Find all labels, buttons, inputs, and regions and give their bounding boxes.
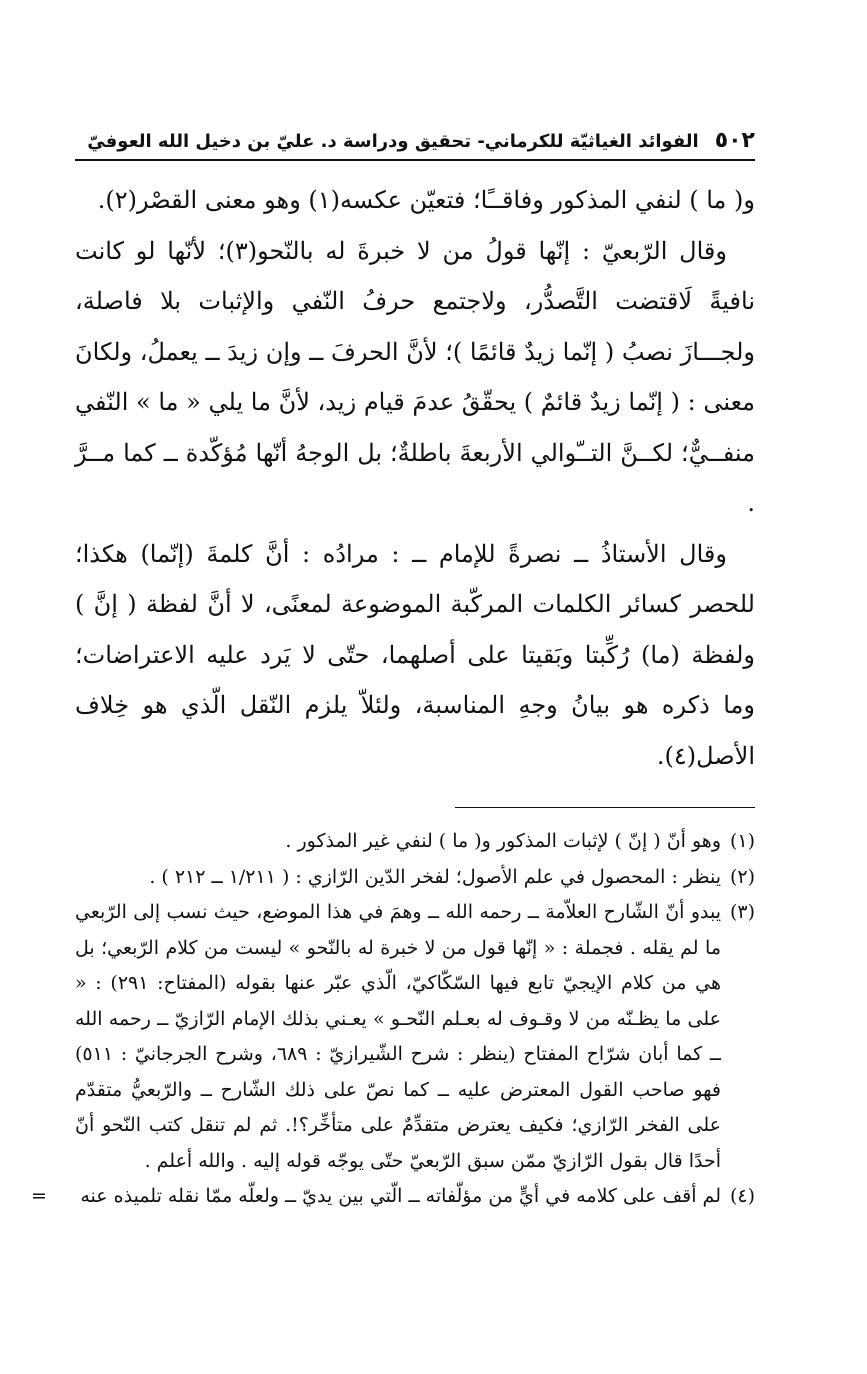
footnote: [75, 824, 755, 860]
footnote: [31, 1179, 755, 1215]
footnotes: [31, 824, 755, 1215]
footnote-text: يبدو أنّ الشّارح العلاّمة ــ رحمه الله ــ وهمَ في هذا الموضع، حيث نسب إلى الرّبعي ما لم يقله . فجملة : « إنّها قول من لا خبرة له بالنّحو » ليست من كلام الرّبعي؛ بل هي من كلام الإيجيّ تابع فيها السّكّاكيّ، الّذي عبّر عنها بقوله (المفتاح: ٢٩١) : « على ما يظـنّه من لا وقـوف له بعـلم النّحـو » يعـني بذلك الإمام الرّازيّ ــ رحمه الله ــ كما أبان شرّاح المفتاح (ينظر : شرح الشّيرازيّ : ٦٨٩، وشرح الجرجانيّ : ٥١١) فهو صاحب القول المعترض عليه ــ كما نصّ على ذلك الشّارح ــ والرّبعيُّ متقدّم على الفخر الرّازي؛ فكيف يعترض متقدِّمٌ على متأخِّر؟!. ثم لم تنقل كتب النّحو أنّ أحدًا قال بقول الرّازيّ ممّن سبق الرّبعيّ حتّى يوجّه قوله إليه . والله أعلم .: [75, 901, 721, 1172]
continuation-mark: =: [31, 1185, 47, 1207]
main-text: [75, 175, 755, 781]
header-title: الفوائد الغياثيّة للكرماني- تحقيق ودراسة د. عليّ بن دخيل الله العوفيّ: [87, 131, 699, 152]
paragraph: وقال الأستاذُ ــ نصرةً للإمام ــ : مرادُه : أنَّ كلمةَ (إنّما) هكذا؛ للحصر كسائر الكلمات المركّبة الموضوعة لمعنًى، لا أنَّ لفظة ( إنَّ ) ولفظة (ما) رُكِّبتا وبَقيتا على أصلهما، حتّى لا يَرد عليه الاعتراضات؛ وما ذكره هو بيانُ وجهِ المناسبة، ولئلاّ يلزم النّقل الّذي هو خِلاف الأصل(٤).: [75, 539, 755, 770]
footnote-text: وهو أنّ ( إنّ ) لإثبات المذكور و( ما ) لنفي غير المذكور .: [285, 830, 721, 852]
footnote-text: ينظر : المحصول في علم الأصول؛ لفخر الدّين الرّازي : ( ١/٢١١ ــ ٢١٢ ) .: [149, 865, 721, 888]
paragraph: وقال الرّبعيّ : إنّها قولُ من لا خبرةَ له بالنّحو(٣)؛ لأنّها لو كانت نافيةً لَاقتضت التَّصدُّر، ولاجتمع حرفُ النّفي والإثبات بلا فاصلة، ولجـــازَ نصبُ ( إنّما زيدٌ قائمًا )؛ لأنَّ الحرفَ ــ وإن زيدَ ــ يعملُ، ولكانَ معنى : ( إنّما زيدٌ قائمٌ ) يحقّقُ عدمَ قيام زيد، لأنَّ ما يلي « ما » النّفي منفــيٌّ؛ لكــنَّ التــّوالي الأربعةَ باطلةٌ؛ بل الوجهُ أنّها مُؤكّدة ــ كما مــرَّ .: [75, 236, 755, 517]
footnote: [75, 860, 755, 896]
footnote: [75, 895, 755, 1179]
footnote-text: لم أقف على كلامه في أيٍّ من مؤلّفاته ــ الّتي بين يديّ ــ ولعلّه ممّا نقله تلميذه عنه: [80, 1185, 721, 1207]
page-number: ٥٠٢: [714, 128, 755, 153]
page-content: [31, 128, 755, 1215]
footnote-separator: [455, 807, 755, 808]
footnote-number: (٤): [729, 1185, 755, 1207]
running-header: [75, 128, 755, 161]
footnote-number: (١): [729, 830, 755, 852]
footnote-number: (٢): [729, 865, 755, 888]
paragraph: و( ما ) لنفي المذكور وفاقــًا؛ فتعيّن عكسه(١) وهو معنى القصْر(٢).: [97, 186, 755, 214]
footnote-number: (٣): [729, 901, 755, 923]
